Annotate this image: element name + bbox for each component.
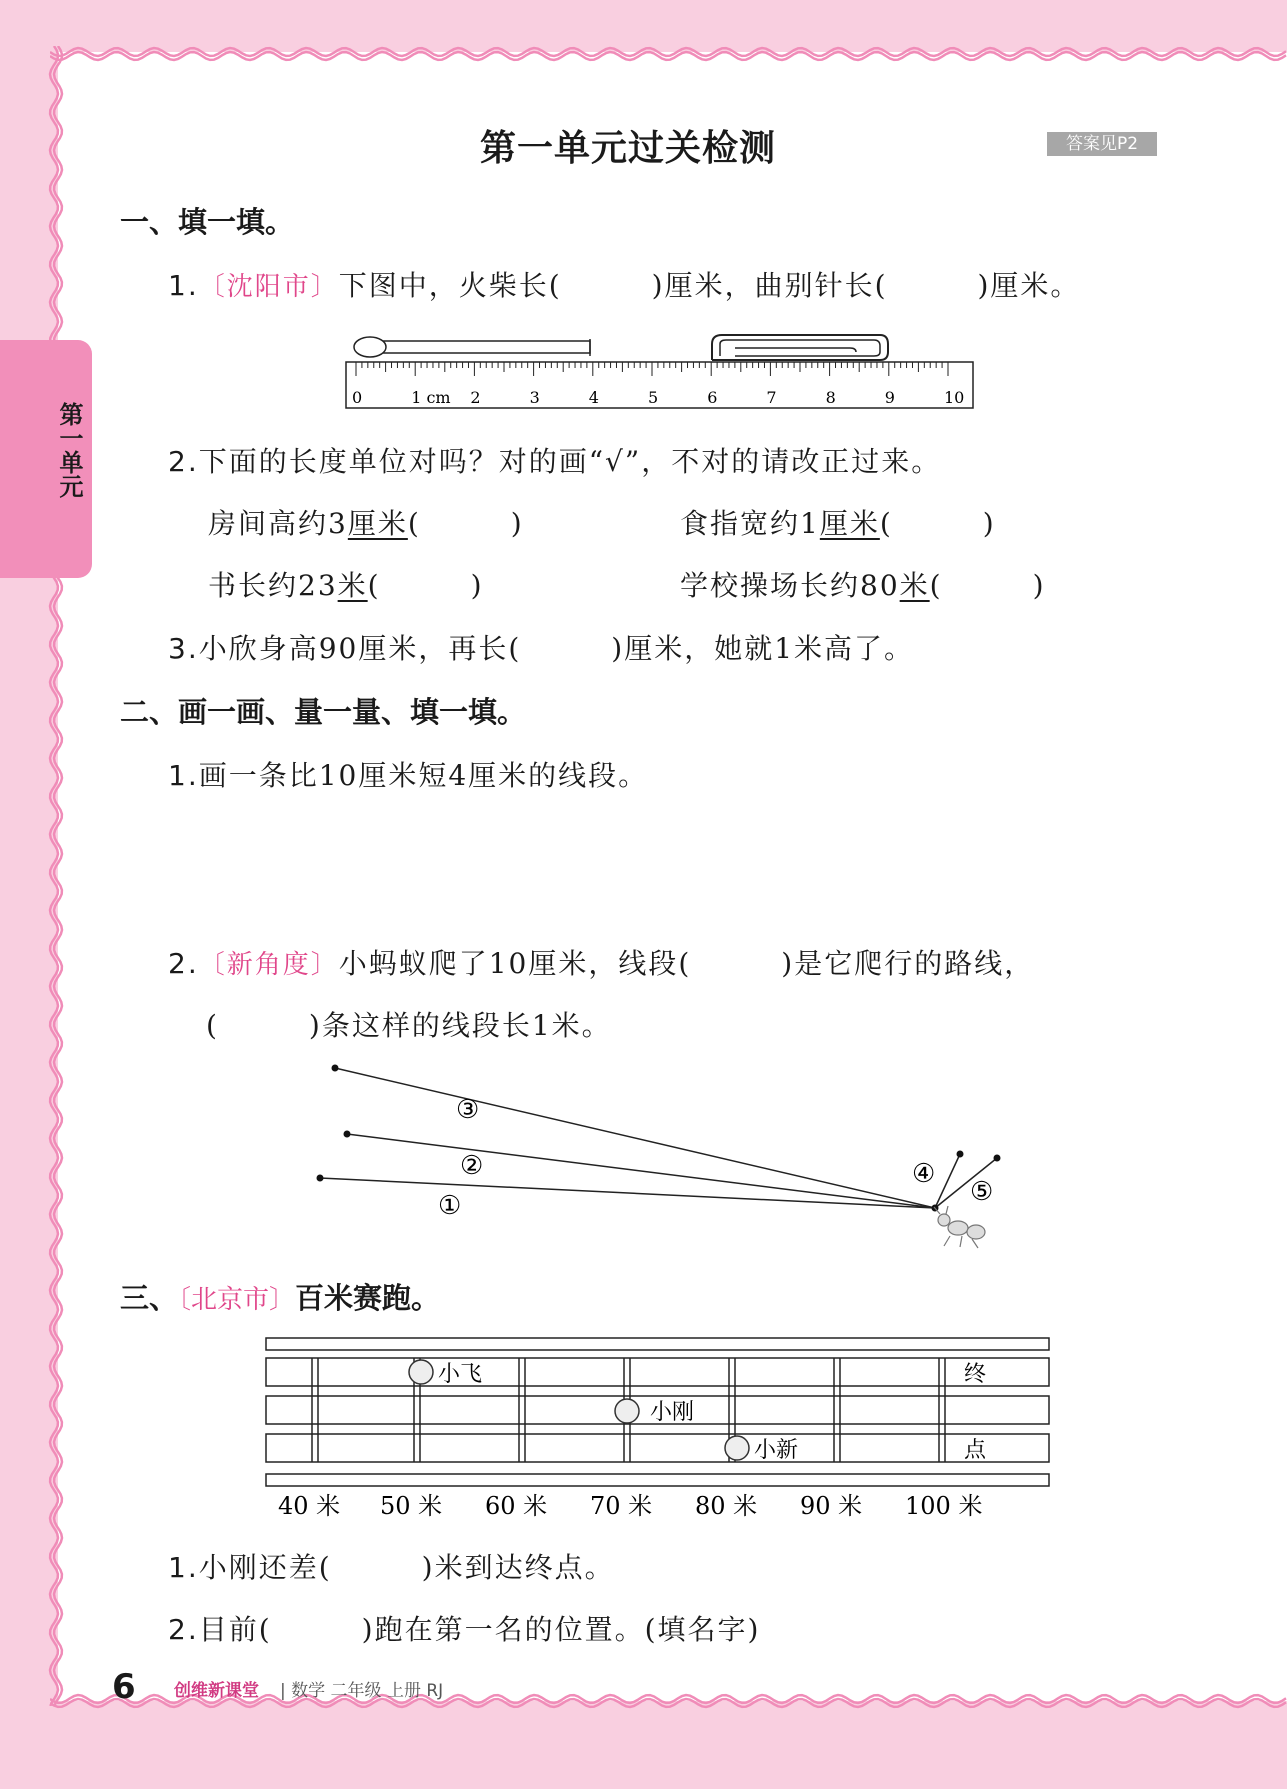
segment-1: [320, 1178, 935, 1208]
runner-avatar-icon: [615, 1399, 639, 1423]
ruler-label: 8: [825, 388, 836, 407]
wavy-border-left: [48, 46, 64, 1706]
runner-name: 小新: [754, 1438, 799, 1463]
s3-question-2: [168, 1608, 760, 1648]
endpoint: [344, 1131, 351, 1138]
s1-q3-number: 3.: [168, 632, 199, 665]
lane-1: [266, 1358, 1049, 1386]
ruler-label: 10: [944, 388, 965, 407]
endpoint: [332, 1065, 339, 1072]
segments-figure: [300, 1050, 1020, 1250]
ruler-label: 4: [588, 388, 599, 407]
s1-q1-tag: 〔沈阳市〕: [198, 272, 339, 302]
item-blank: ( ): [879, 507, 996, 540]
runner-xiaoxin: [725, 1436, 798, 1463]
footer-info: | 数学 二年级 上册 RJ: [280, 1681, 444, 1701]
item-blank: ( ): [407, 507, 524, 540]
s1-question-3: [168, 627, 914, 667]
s2-q2-number: 2.: [168, 947, 199, 980]
paperclip: [712, 335, 888, 360]
ruler-label: 3: [529, 388, 540, 407]
ruler-label: 6: [707, 388, 718, 407]
track-distance-label: 80 米: [695, 1492, 758, 1520]
label-5: ⑤: [970, 1177, 994, 1207]
s1-q2-item-3: [208, 564, 484, 604]
race-track-figure: [262, 1334, 1052, 1524]
matchstick: [354, 337, 590, 357]
ant-icon: [934, 1206, 985, 1248]
section3-title: 百米赛跑。: [295, 1281, 441, 1315]
track-distance-label: 100 米: [905, 1492, 983, 1520]
s2-q2-tag: 〔新角度〕: [198, 950, 339, 980]
segment-4: [935, 1154, 960, 1208]
s2-question-2: [168, 942, 1034, 982]
ruler-label: 0: [352, 388, 363, 407]
unit-side-tab-label: 第一单元: [55, 402, 83, 498]
ruler-figure: [340, 330, 980, 410]
s3-q2-number: 2.: [168, 1613, 199, 1646]
track-border-bottom: [266, 1474, 1049, 1486]
track-distance-label: 40 米: [278, 1492, 341, 1520]
ruler-label: 5: [648, 388, 659, 407]
endpoint: [957, 1151, 964, 1158]
page-title: 第一单元过关检测: [480, 128, 777, 169]
ruler-label: 1 cm: [411, 388, 451, 407]
track-border-top: [266, 1338, 1049, 1350]
s2-q1-number: 1.: [168, 759, 199, 792]
finish-label-top: 终: [964, 1362, 987, 1387]
section3-heading: [120, 1276, 440, 1317]
s3-q2-text: 目前( )跑在第一名的位置。(填名字): [198, 1613, 761, 1646]
item-unit: 米: [899, 569, 930, 602]
s3-tag: 〔北京市〕: [178, 1285, 296, 1315]
track-distance-label: 90 米: [800, 1492, 863, 1520]
s1-question-1: [168, 264, 1080, 304]
segment-2: [347, 1134, 935, 1208]
item-unit: 厘米: [819, 507, 880, 540]
ruler-label: 9: [884, 388, 895, 407]
runner-avatar-icon: [409, 1360, 433, 1384]
s2-q2-line2: ( )条这样的线段长1米。: [206, 1009, 612, 1042]
label-2: ②: [460, 1151, 484, 1181]
s1-q3-text: 小欣身高90厘米，再长( )厘米，她就1米高了。: [198, 632, 915, 665]
track-distance-label: 60 米: [485, 1492, 548, 1520]
item-unit: 米: [337, 569, 368, 602]
runner-xiaofei: [409, 1360, 482, 1387]
section3-number: 三、: [120, 1281, 179, 1315]
segment-3: [335, 1068, 935, 1208]
answer-reference-badge: 答案见P2: [1047, 132, 1157, 156]
s2-q1-text: 画一条比10厘米短4厘米的线段。: [198, 759, 649, 792]
track-distance-label: 50 米: [380, 1492, 443, 1520]
runner-xiaogang: [615, 1399, 694, 1425]
endpoint: [317, 1175, 324, 1182]
runner-name: 小刚: [650, 1400, 695, 1425]
s1-q2-text: 下面的长度单位对吗？对的画“√”，不对的请改正过来。: [198, 445, 942, 478]
label-3: ③: [456, 1095, 480, 1125]
item-unit: 厘米: [347, 507, 408, 540]
s2-q2-text: 小蚂蚁爬了10厘米，线段( )是它爬行的路线，: [338, 947, 1035, 980]
item-text: 学校操场长约80: [680, 569, 900, 602]
section1-heading: 一、填一填。: [120, 205, 295, 239]
s1-q1-number: 1.: [168, 269, 199, 302]
ruler-label: 7: [766, 388, 777, 407]
runner-avatar-icon: [725, 1436, 749, 1460]
s1-question-2: [168, 440, 941, 480]
s1-q2-item-2: [680, 502, 996, 542]
s3-question-1: [168, 1546, 615, 1586]
s3-q1-number: 1.: [168, 1551, 199, 1584]
item-blank: ( ): [929, 569, 1046, 602]
item-blank: ( ): [367, 569, 484, 602]
s1-q2-number: 2.: [168, 445, 199, 478]
item-text: 食指宽约1: [680, 507, 820, 540]
footer-brand: 创维新课堂: [174, 1681, 259, 1701]
finish-label-bottom: 点: [964, 1438, 987, 1463]
page-number: 6: [112, 1667, 136, 1707]
s2-question-1: [168, 754, 648, 794]
label-1: ①: [438, 1191, 462, 1221]
s1-q1-text: 下图中，火柴长( )厘米，曲别针长( )厘米。: [338, 269, 1081, 302]
track-distance-label: 70 米: [590, 1492, 653, 1520]
item-text: 房间高约3: [208, 507, 348, 540]
s1-q2-item-4: [680, 564, 1046, 604]
s3-q1-text: 小刚还差( )米到达终点。: [198, 1551, 615, 1584]
item-text: 书长约23: [208, 569, 338, 602]
s1-q2-item-1: [208, 502, 524, 542]
section2-heading: 二、画一画、量一量、填一填。: [120, 695, 527, 729]
runner-name: 小飞: [438, 1362, 483, 1387]
ruler-label: 2: [470, 388, 481, 407]
wavy-border-top: [50, 46, 1287, 62]
label-4: ④: [912, 1159, 936, 1189]
unit-side-tab: [0, 340, 92, 578]
lane-3: [266, 1434, 1049, 1462]
endpoint: [994, 1155, 1001, 1162]
